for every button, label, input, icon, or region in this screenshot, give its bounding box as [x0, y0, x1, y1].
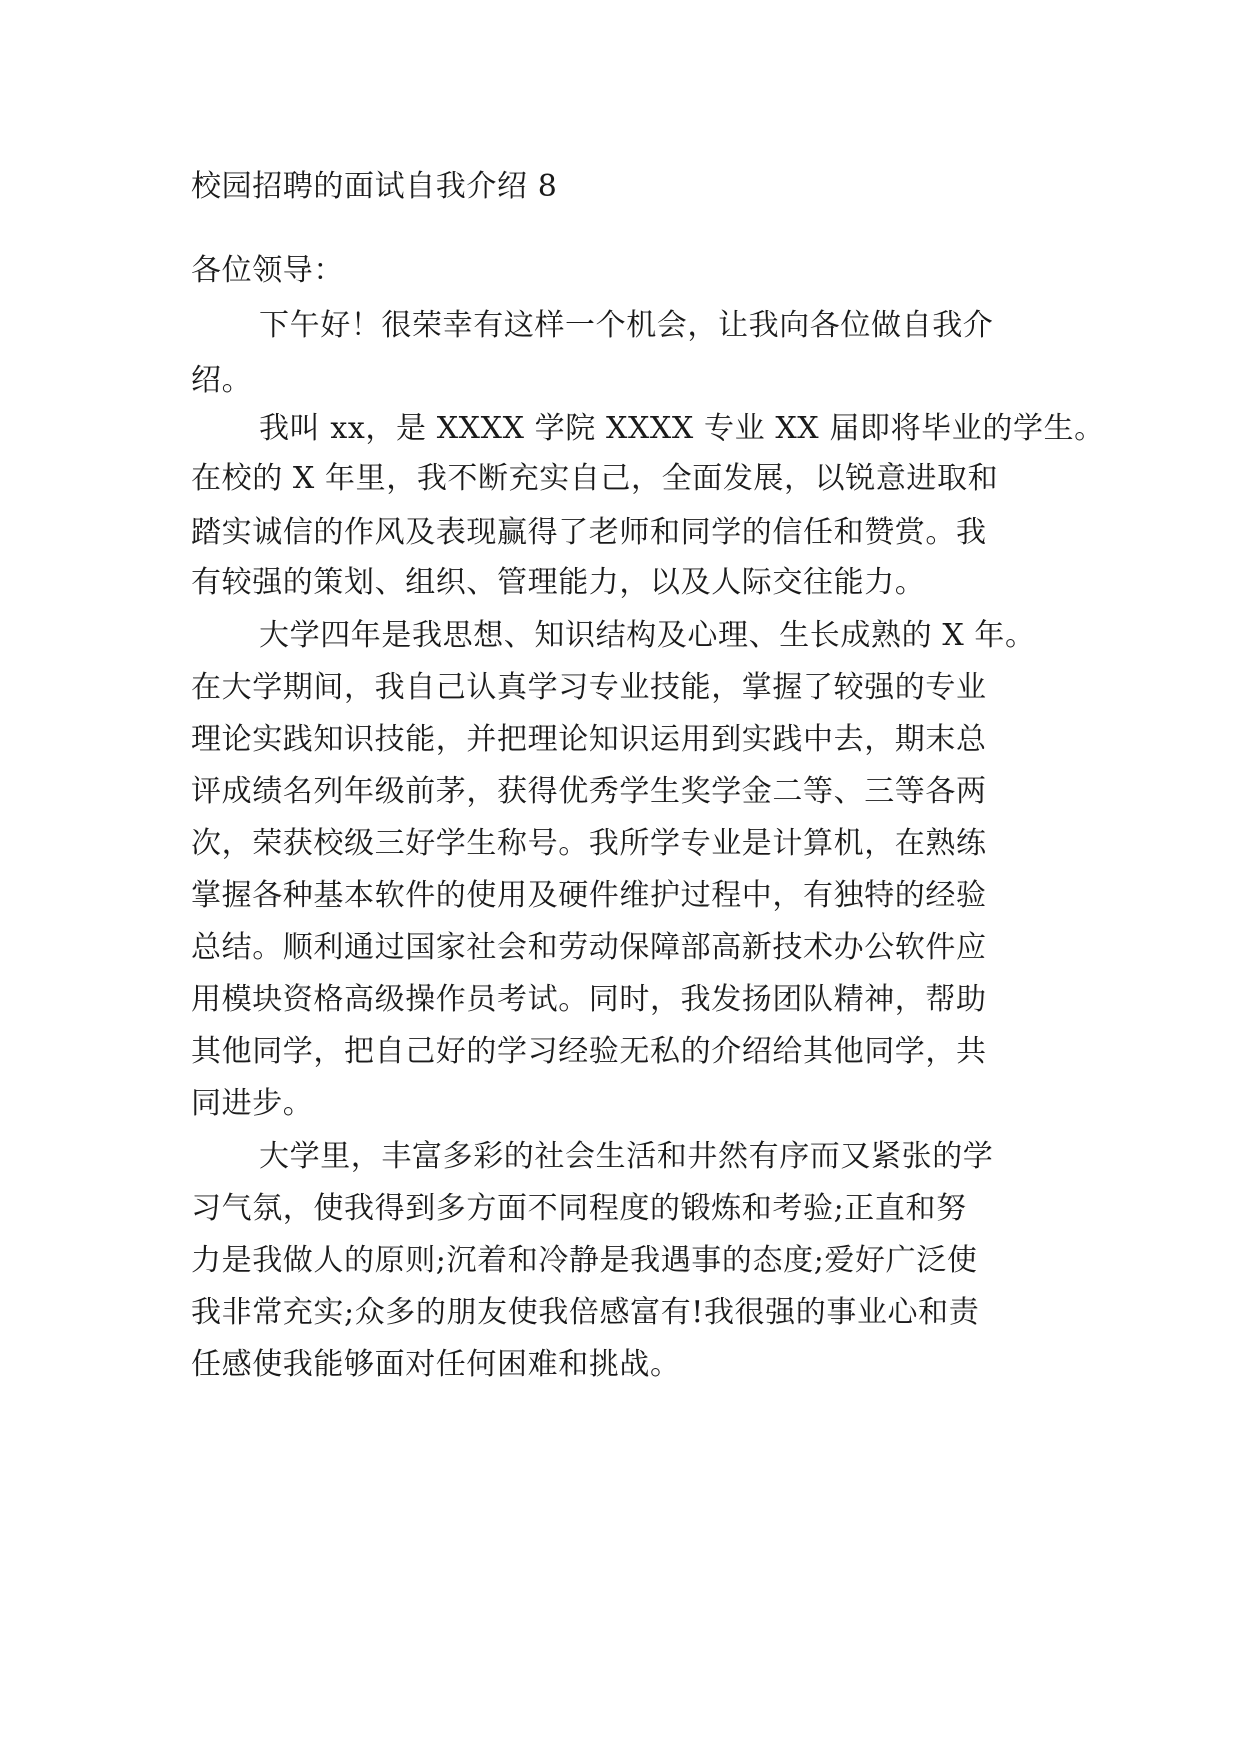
paragraph-line: 在大学期间，我自己认真学习专业技能，掌握了较强的专业 [191, 670, 987, 705]
paragraph-line: 理论实践知识技能，并把理论知识运用到实践中去，期末总 [191, 722, 987, 757]
paragraph-line: 习气氛，使我得到多方面不同程度的锻炼和考验;正直和努 [191, 1191, 967, 1226]
paragraph-line: 我叫 xx，是 XXXX 学院 XXXX 专业 XX 届即将毕业的学生。 [259, 411, 1105, 446]
paragraph-line: 力是我做人的原则;沉着和冷静是我遇事的态度;爱好广泛使 [191, 1243, 978, 1278]
paragraph-line: 用模块资格高级操作员考试。同时，我发扬团队精神，帮助 [191, 982, 987, 1017]
paragraph-line: 有较强的策划、组织、管理能力，以及人际交往能力。 [191, 565, 926, 600]
paragraph-line: 掌握各种基本软件的使用及硬件维护过程中，有独特的经验 [191, 878, 987, 913]
paragraph-line: 绍。 [191, 363, 253, 398]
salutation: 各位领导： [191, 253, 344, 288]
paragraph-line: 评成绩名列年级前茅，获得优秀学生奖学金二等、三等各两 [191, 774, 987, 809]
paragraph-line: 在校的 X 年里，我不断充实自己，全面发展，以锐意进取和 [191, 461, 999, 496]
paragraph-line: 次，荣获校级三好学生称号。我所学专业是计算机，在熟练 [191, 826, 987, 861]
paragraph-line: 同进步。 [191, 1086, 314, 1121]
paragraph-line: 任感使我能够面对任何困难和挑战。 [191, 1347, 681, 1382]
paragraph-line: 其他同学，把自己好的学习经验无私的介绍给其他同学，共 [191, 1034, 987, 1069]
document-title: 校园招聘的面试自我介绍 8 [191, 169, 558, 204]
paragraph-line: 大学四年是我思想、知识结构及心理、生长成熟的 X 年。 [259, 618, 1036, 653]
paragraph-line: 我非常充实;众多的朋友使我倍感富有!我很强的事业心和责 [191, 1295, 980, 1330]
paragraph-line: 大学里，丰富多彩的社会生活和井然有序而又紧张的学 [259, 1139, 994, 1174]
paragraph-line: 下午好！很荣幸有这样一个机会，让我向各位做自我介 [259, 308, 994, 343]
paragraph-line: 踏实诚信的作风及表现赢得了老师和同学的信任和赞赏。我 [191, 515, 987, 550]
paragraph-line: 总结。顺利通过国家社会和劳动保障部高新技术办公软件应 [191, 930, 987, 965]
